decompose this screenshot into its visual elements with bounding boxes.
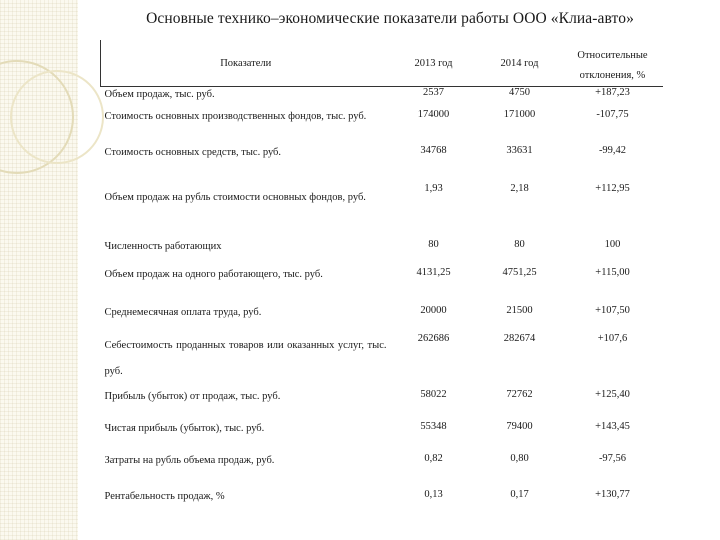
page-title: Основные технико–экономические показатели работы ООО «Клиа-авто» [146, 10, 634, 27]
indicator-name: Рентабельность продаж, % [104, 490, 225, 502]
value-2013: 174000 [417, 108, 450, 120]
header-2014: 2014 год [477, 40, 563, 87]
table-row [101, 87, 663, 109]
value-relative: +107,6 [597, 332, 628, 344]
indicator-name: Объем продаж на одного работающего, тыс. руб. [104, 268, 323, 280]
indicator-name: Стоимость основных средств, тыс. руб. [104, 146, 282, 158]
value-2013: 20000 [420, 304, 447, 316]
indicators-table [100, 40, 663, 517]
value-2013: 0,13 [424, 488, 443, 500]
value-2013: 1,93 [424, 182, 443, 194]
table-row [101, 305, 663, 333]
table-row [101, 239, 663, 267]
indicator-name: Объем продаж, тыс. руб. [104, 89, 215, 100]
value-2013: 58022 [420, 388, 447, 400]
value-2014: 0,80 [510, 452, 529, 464]
value-2014: 4751,25 [502, 266, 537, 278]
table-row [101, 183, 663, 239]
value-relative: +125,40 [595, 388, 630, 400]
indicator-name: Численность работающих [104, 240, 222, 252]
value-2013: 2537 [423, 87, 444, 98]
indicator-name: Затраты на рубль объема продаж, руб. [104, 454, 275, 466]
value-relative: 100 [604, 238, 621, 250]
indicator-name: Себестоимость проданных товаров или оказанных услуг, тыс. руб. [104, 339, 387, 377]
value-relative: +143,45 [595, 420, 630, 432]
value-relative: -107,75 [596, 108, 629, 120]
value-2014: 0,17 [510, 488, 529, 500]
header-relative: Относительные отклонения, % [563, 40, 663, 87]
table-row [101, 389, 663, 421]
table-row [101, 145, 663, 183]
value-2014: 21500 [506, 304, 533, 316]
decorative-ring [10, 70, 104, 164]
value-relative: +112,95 [595, 182, 630, 194]
value-relative: +130,77 [595, 488, 630, 500]
indicator-name: Стоимость основных производственных фондов, тыс. руб. [104, 110, 367, 122]
value-2014: 2,18 [510, 182, 529, 194]
table-row [101, 453, 663, 489]
indicator-name: Объем продаж на рубль стоимости основных фондов, руб. [104, 191, 366, 203]
value-2014: 72762 [506, 388, 533, 400]
value-relative: +115,00 [595, 266, 630, 278]
value-2014: 4750 [509, 87, 530, 98]
value-relative: -99,42 [598, 144, 627, 156]
indicator-name: Среднемесячная оплата труда, руб. [104, 306, 262, 318]
value-relative: -97,56 [598, 452, 627, 464]
table-row [101, 267, 663, 305]
value-2013: 0,82 [424, 452, 443, 464]
value-2014: 171000 [503, 108, 536, 120]
indicator-name: Прибыль (убыток) от продаж, тыс. руб. [104, 390, 281, 402]
header-indicator: Показатели [101, 40, 391, 87]
value-2013: 34768 [420, 144, 447, 156]
value-2013: 4131,25 [416, 266, 451, 278]
table-row [101, 109, 663, 145]
value-2013: 80 [428, 238, 439, 250]
table-row [101, 421, 663, 453]
header-2013: 2013 год [391, 40, 477, 87]
value-2014: 282674 [503, 332, 536, 344]
value-relative: +187,23 [595, 87, 630, 98]
value-2014: 33631 [506, 144, 533, 156]
value-2014: 79400 [506, 420, 533, 432]
table-row [101, 489, 663, 517]
value-relative: +107,50 [595, 304, 630, 316]
value-2013: 55348 [420, 420, 447, 432]
table-row [101, 333, 663, 389]
indicator-name: Чистая прибыль (убыток), тыс. руб. [104, 422, 265, 434]
value-2013: 262686 [417, 332, 450, 344]
value-2014: 80 [514, 238, 525, 250]
